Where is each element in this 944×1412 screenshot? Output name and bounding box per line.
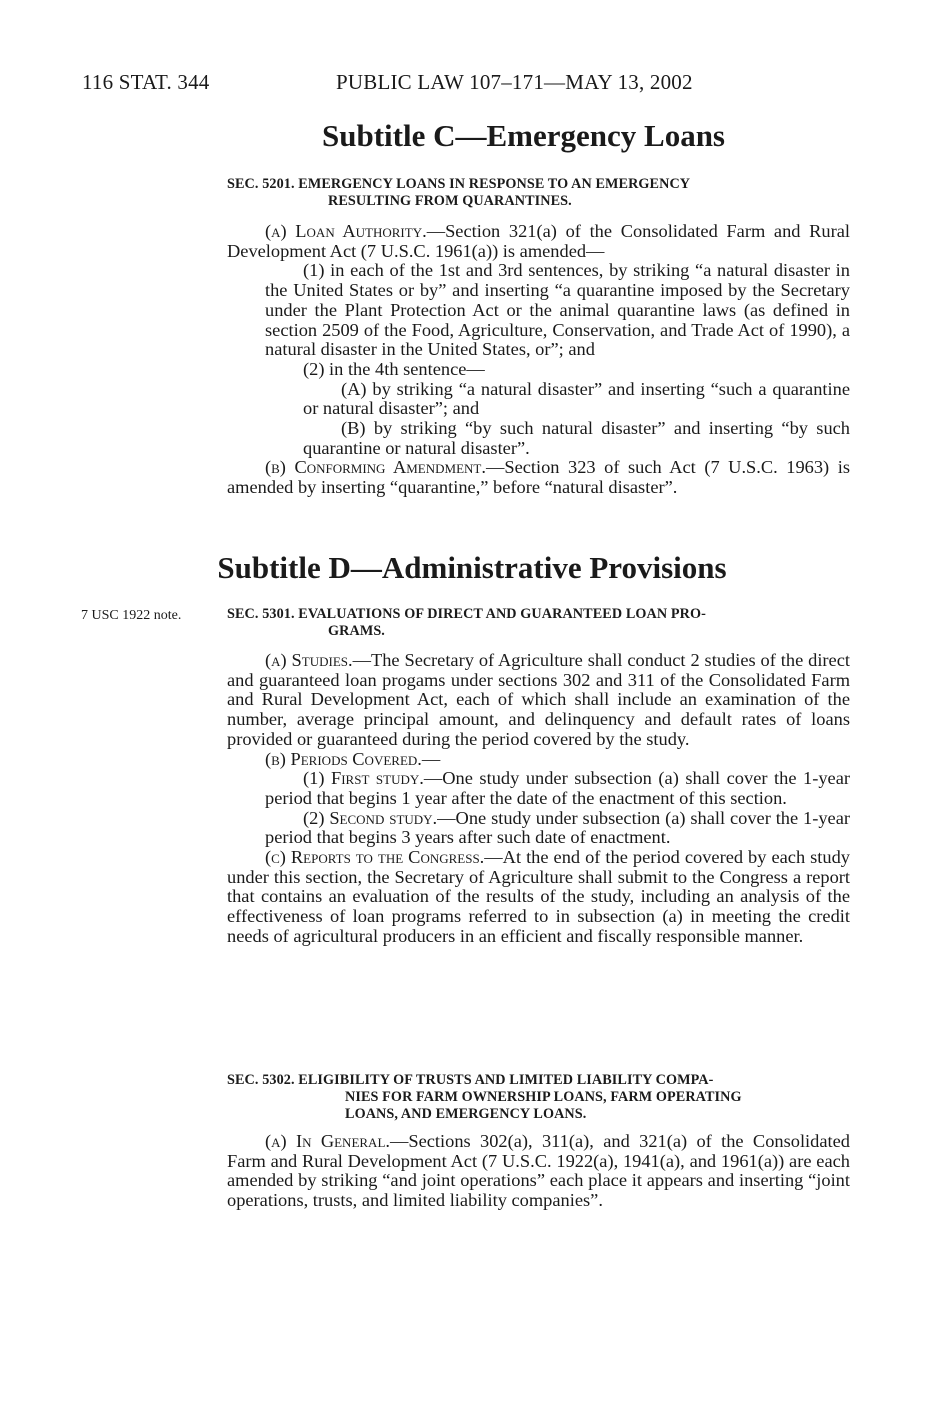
sec-5301-p1-text: —One study under subsection (a) shall cover the 1-year period that begins 1 year after the date of the enactment of this section. [265, 768, 850, 808]
sec-5301-subsection-a [227, 651, 850, 750]
sec-5302-body [227, 1132, 850, 1211]
sec-5201-paragraph-2: (2) in the 4th sentence— [303, 358, 485, 379]
sec-5201-body [227, 222, 850, 498]
sec-5201-subparagraph-a: (A) by striking “a natural disaster” and inserting “such a quarantine or natural disaster”; and [303, 378, 850, 419]
sec-5201-paragraph-1: (1) in each of the 1st and 3rd sentences, by striking “a natural disaster in the United States or by” and inserting “a quarantine imposed by the Secretary under the Plant Protection Act or the animal quarantine laws (as defined in section 2509 of the Food, Agriculture, Conservation, and Trade Act of 1990), a natural disaster in the United States, or”; and [265, 260, 850, 360]
sec-5301-b-label: (b) Periods Covered. [265, 748, 422, 769]
sec-5301-heading-line2: GRAMS. [328, 623, 385, 639]
sec-5301-paragraph-1 [227, 769, 850, 808]
sec-5302-heading-line3: LOANS, AND EMERGENCY LOANS. [345, 1106, 587, 1122]
sec-5301-p2-label: (2) Second study. [303, 807, 438, 828]
sec-5302-heading-line1: SEC. 5302. ELIGIBILITY OF TRUSTS AND LIMITED LIABILITY COMPA- [227, 1072, 714, 1088]
sec-5201-subsection-a [227, 222, 850, 261]
sec-5301-p2-text: —One study under subsection (a) shall cover the 1-year period that begins 3 years after such date of enactment. [265, 807, 851, 848]
sec-5302-a-text: —Sections 302(a), 311(a), and 321(a) of the Consolidated Farm and Rural Development Act (7 U.S.C. 1922(a), 1941(a), and 1961(a)) are each amended by striking “and joint operations” each place it appears and inserting “joint operations, trusts, and limited liability companies”. [227, 1131, 850, 1211]
sec-5301-c-text: —At the end of the period covered by each study under this section, the Secretary of Agriculture shall submit to the Congress a report that contains an evaluation of the results of the study, including an analysis of the effectiveness of loan programs referred to in subsection (a) in meeting the credit needs of agricultural producers in an efficient and fiscally responsible manner. [227, 847, 850, 946]
sec-5301-body [227, 651, 850, 947]
sec-5201-b-text: —Section 323 of such Act (7 U.S.C. 1963) is amended by inserting “quarantine,” before “natural disaster”. [227, 457, 850, 498]
sec-5301-heading [227, 606, 850, 640]
sec-5201-a-label: (a) Loan Authority. [265, 221, 427, 241]
sec-5301-paragraph-2 [227, 809, 850, 848]
sec-5301-subsection-b [227, 750, 850, 770]
subtitle-d-heading: Subtitle D—Administrative Provisions [217, 550, 727, 585]
sec-5302-heading-line2: NIES FOR FARM OWNERSHIP LOANS, FARM OPERATING [345, 1089, 742, 1105]
sec-5201-heading [227, 176, 850, 210]
sec-5302-heading [227, 1072, 850, 1123]
sec-5301-a-text: —The Secretary of Agriculture shall conduct 2 studies of the direct and guaranteed loan progams under sections 302 and 311 of the Consolidated Farm and Rural Development Act, each of which shall include an examination of the number, average principal amount, and delinquency and default rates of loans provided or guaranteed during the period covered by the study. [227, 650, 850, 749]
sec-5201-heading-line2: RESULTING FROM QUARANTINES. [328, 193, 572, 209]
subtitle-c-heading: Subtitle C—Emergency Loans [322, 118, 725, 153]
sec-5201-subsection-b [227, 458, 850, 497]
sec-5201-subparagraph-b: (B) by striking “by such natural disaster” and inserting “by such quarantine or natural disaster”. [303, 418, 850, 458]
stat-page-number: 116 STAT. 344 [82, 70, 210, 94]
sec-5201-b-label: (b) Conforming Amendment. [265, 457, 486, 478]
sec-5301-b-text: — [421, 748, 441, 769]
sec-5201-heading-line1: SEC. 5201. EMERGENCY LOANS IN RESPONSE TO AN EMERGENCY [227, 176, 691, 192]
sec-5301-heading-line1: SEC. 5301. EVALUATIONS OF DIRECT AND GUARANTEED LOAN PRO- [227, 606, 706, 622]
sec-5302-a-label: (a) In General. [265, 1131, 390, 1151]
sec-5302-subsection-a [227, 1132, 850, 1211]
sec-5301-c-label: (c) Reports to the Congress. [265, 847, 485, 868]
sec-5301-a-label: (a) Studies. [265, 650, 353, 670]
sec-5201-a-text: —Section 321(a) of the Consolidated Farm and Rural Development Act (7 U.S.C. 1961(a)) is amended— [227, 221, 851, 261]
margin-note-usc: 7 USC 1922 note. [81, 608, 182, 623]
sec-5301-subsection-c [227, 848, 850, 947]
sec-5301-p1-label: (1) First study. [303, 768, 424, 789]
running-header: PUBLIC LAW 107–171—MAY 13, 2002 [336, 70, 693, 94]
